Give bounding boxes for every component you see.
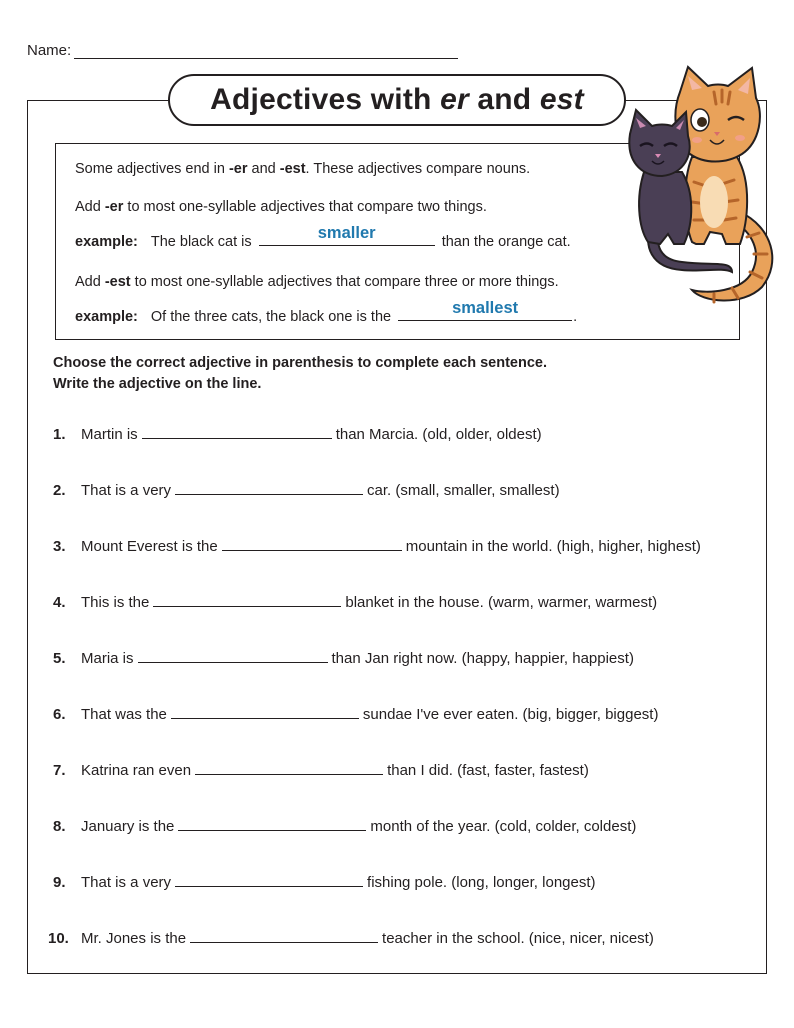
question-row: 9. That is a very fishing pole. (long, longer, longest) [53, 874, 596, 891]
question-number: 10. [48, 930, 69, 947]
instructions-line-1: Choose the correct adjective in parenthesis to complete each sentence. [53, 355, 547, 371]
example-er-blank [259, 224, 435, 246]
question-number: 4. [53, 594, 66, 611]
question-row: 6. That was the sundae I've ever eaten. (big, bigger, biggest) [53, 706, 659, 723]
question-row: 2. That is a very car. (small, smaller, smallest) [53, 482, 560, 499]
example-label-2: example: [75, 309, 138, 325]
answer-line[interactable] [222, 536, 402, 551]
question-number: 5. [53, 650, 66, 667]
example-est-answer: smallest [452, 299, 519, 317]
name-line[interactable] [74, 43, 458, 59]
question-row: 8. January is the month of the year. (cold, colder, coldest) [53, 818, 637, 835]
question-row: 7. Katrina ran even than I did. (fast, faster, fastest) [53, 762, 589, 779]
question-number: 3. [53, 538, 66, 555]
answer-line[interactable] [190, 928, 378, 943]
answer-line[interactable] [175, 480, 363, 495]
instructions-line-2: Write the adjective on the line. [53, 376, 262, 392]
question-number: 1. [53, 426, 66, 443]
answer-line[interactable] [171, 704, 359, 719]
question-number: 2. [53, 482, 66, 499]
answer-line[interactable] [175, 872, 363, 887]
page-title [168, 74, 626, 126]
question-number: 9. [53, 874, 66, 891]
answer-line[interactable] [142, 424, 332, 439]
name-label: Name: [27, 42, 72, 59]
answer-line[interactable] [178, 816, 366, 831]
rule-est-line: Add -est to most one-syllable adjectives that compare three or more things. [75, 274, 559, 290]
title-text: Adjectives with [210, 83, 441, 116]
title-and: and [468, 83, 540, 116]
answer-line[interactable] [195, 760, 383, 775]
question-row: 3. Mount Everest is the mountain in the world. (high, higher, highest) [53, 538, 701, 555]
question-row: 10. Mr. Jones is the teacher in the school. (nice, nicer, nicest) [48, 930, 654, 947]
title-est: est [539, 83, 584, 116]
question-number: 6. [53, 706, 66, 723]
answer-line[interactable] [153, 592, 341, 607]
question-number: 8. [53, 818, 66, 835]
title-er: er [440, 83, 469, 116]
question-row: 4. This is the blanket in the house. (warm, warmer, warmest) [53, 594, 658, 611]
cats-illustration [622, 62, 782, 307]
example-label: example: [75, 234, 138, 250]
name-field[interactable] [27, 42, 458, 59]
rule-er-line: Add -er to most one-syllable adjectives that compare two things. [75, 199, 487, 215]
instructions [53, 353, 547, 395]
example-er-line: example: The black cat is smaller than the orange cat. [75, 224, 571, 250]
question-number: 7. [53, 762, 66, 779]
example-est-line: example: Of the three cats, the black one is the smallest . [75, 299, 578, 325]
intro-line: Some adjectives end in -er and -est. These adjectives compare nouns. [75, 161, 531, 177]
example-est-blank [398, 299, 572, 321]
answer-line[interactable] [138, 648, 328, 663]
question-row: 5. Maria is than Jan right now. (happy, happier, happiest) [53, 650, 634, 667]
question-row: 1. Martin is than Marcia. (old, older, oldest) [53, 426, 542, 443]
example-er-answer: smaller [317, 224, 376, 242]
